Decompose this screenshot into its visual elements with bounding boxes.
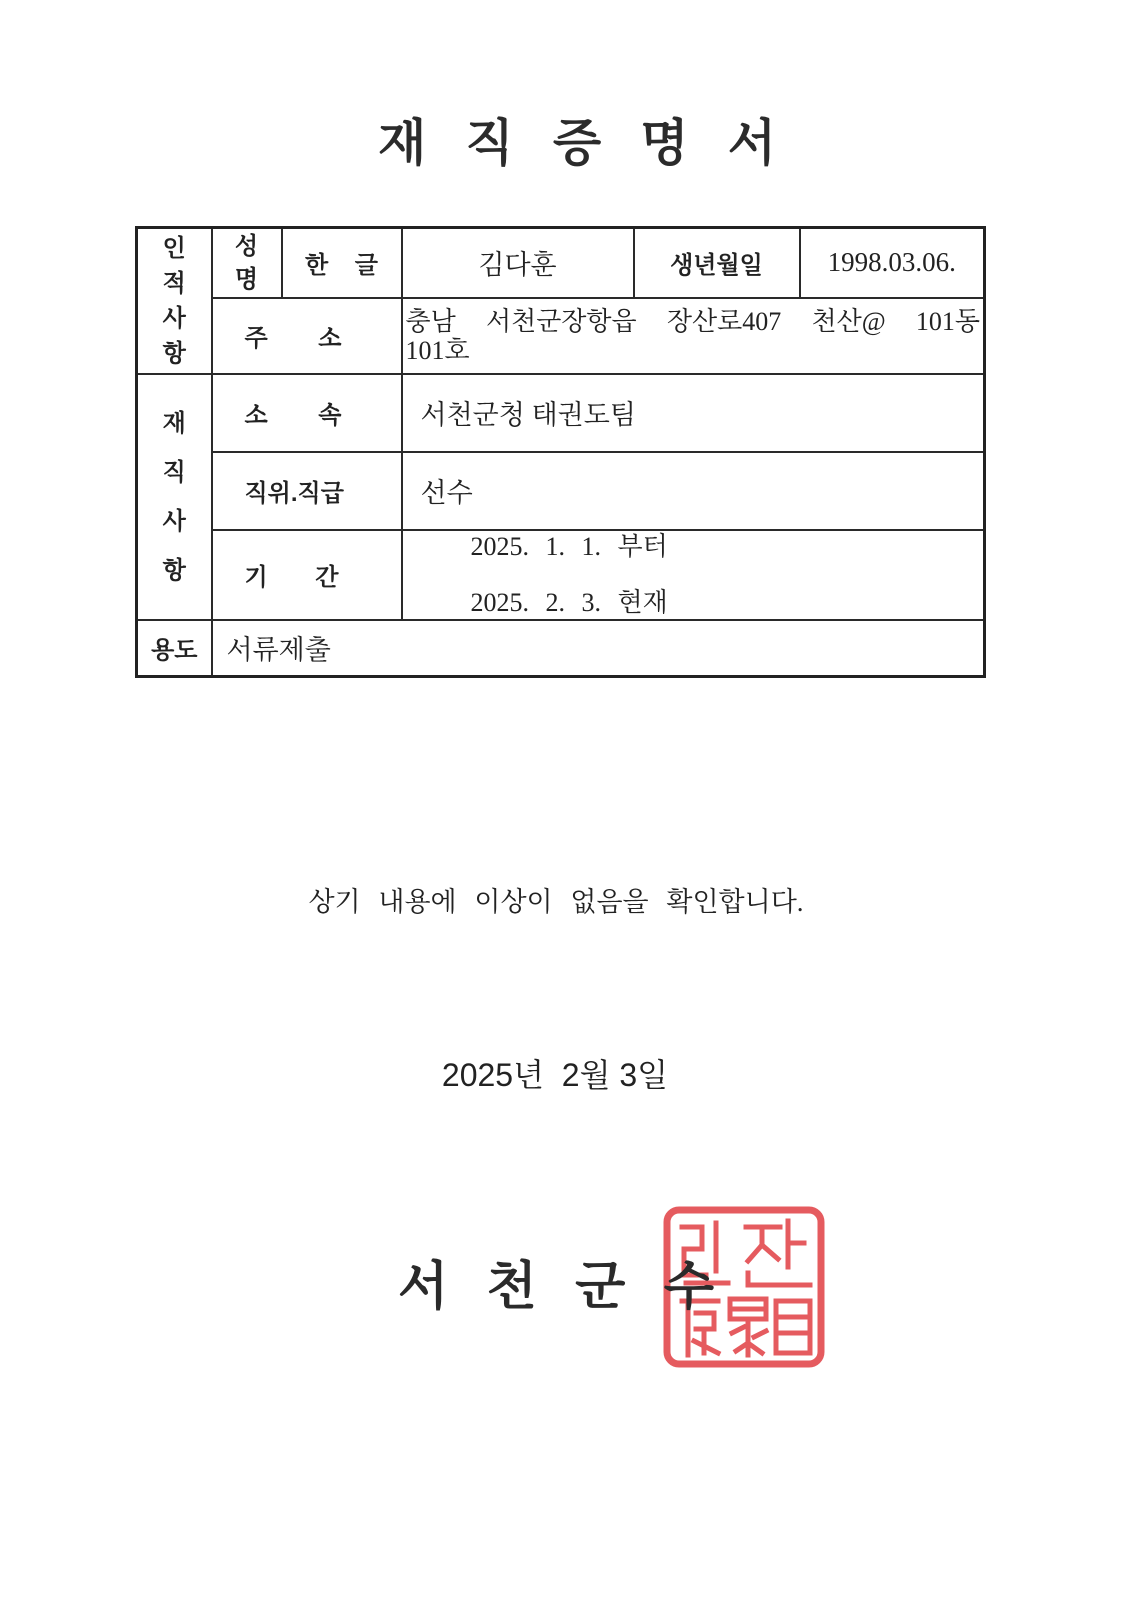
period-label: 기 간 xyxy=(244,564,339,591)
birth-value: 1998.03.06. xyxy=(800,228,985,298)
address-label: 주 소 xyxy=(244,325,342,352)
address-label-cell xyxy=(212,298,402,374)
name-label: 성명 xyxy=(234,232,259,293)
row-name xyxy=(137,228,985,298)
row-affiliation xyxy=(137,374,985,452)
name-label-cell xyxy=(212,228,282,298)
period-label-cell xyxy=(212,530,402,620)
confirmation-statement: 상기 내용에 이상이 없음을 확인합니다. xyxy=(308,887,804,917)
address-line-2: 101호 xyxy=(405,335,470,365)
employment-section-cell xyxy=(137,374,212,620)
row-purpose xyxy=(137,620,985,677)
name-value: 김다훈 xyxy=(402,228,634,298)
position-value: 선수 xyxy=(402,452,985,530)
certificate-table xyxy=(135,226,986,678)
issuer-name: 서 천 군 수 xyxy=(398,1256,714,1317)
row-position xyxy=(137,452,985,530)
affiliation-value: 서천군청 태권도팀 xyxy=(402,374,985,452)
period-value-cell xyxy=(402,530,985,620)
birth-label: 생년월일 xyxy=(634,228,800,298)
personal-section-label: 인적사항 xyxy=(162,234,186,367)
period-start: 2025. 1. 1. 부터 xyxy=(470,531,668,561)
address-line-1: 충남 서천군장항읍 장산로407 천산@ 101동 xyxy=(405,306,980,336)
employment-section-label: 재직사항 xyxy=(162,409,186,584)
period-end: 2025. 2. 3. 현재 xyxy=(470,587,668,617)
affiliation-label: 소 속 xyxy=(244,402,342,429)
position-label: 직위.직급 xyxy=(212,452,402,530)
purpose-label: 용도 xyxy=(137,620,212,677)
personal-section-cell xyxy=(137,228,212,374)
affiliation-label-cell xyxy=(212,374,402,452)
issue-date: 2025년 2월 3일 xyxy=(441,1057,669,1093)
row-period xyxy=(137,530,985,620)
korean-label: 한 글 xyxy=(305,252,378,280)
purpose-value: 서류제출 xyxy=(212,620,985,677)
address-value-cell xyxy=(402,298,985,374)
row-address xyxy=(137,298,985,374)
document-title: 재 직 증 명 서 xyxy=(378,113,776,172)
korean-label-cell xyxy=(282,228,402,298)
